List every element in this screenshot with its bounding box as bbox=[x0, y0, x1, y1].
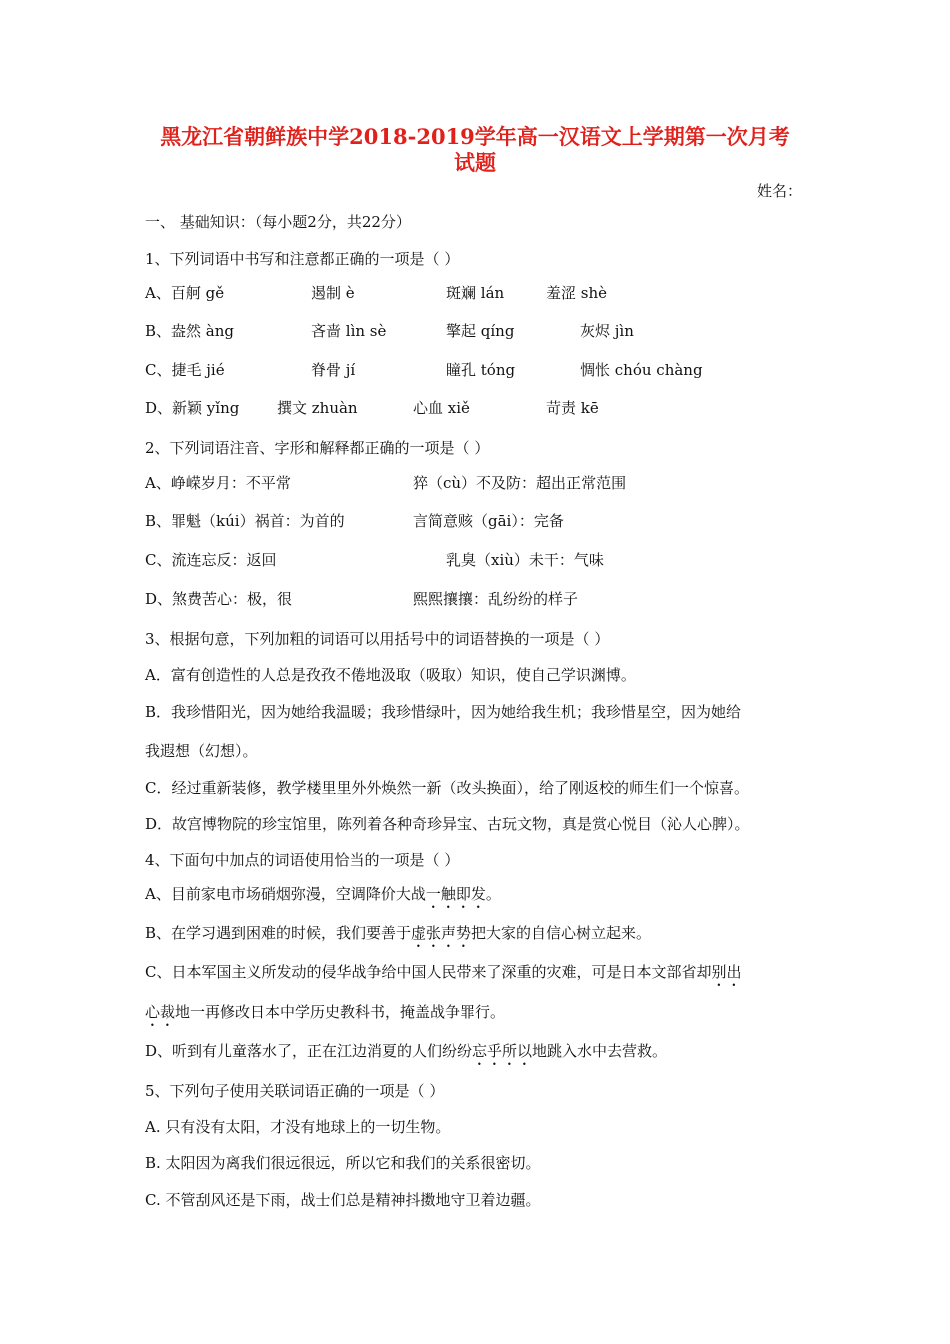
q2-d-1: D、煞费苦心：极，很 bbox=[145, 590, 293, 608]
q1-d-4: 苛责 kē bbox=[546, 399, 599, 417]
q4-b-dotted-word: 虚张声势 bbox=[411, 924, 472, 942]
q1-c-2: 脊骨 jí bbox=[311, 361, 356, 379]
q4-c-end: 地一再修改日本中学历史教科书，掩盖战争罪行。 bbox=[175, 1003, 506, 1021]
q1-b-3: 擎起 qíng bbox=[446, 322, 515, 340]
q1-b-1: B、盎然 àng bbox=[145, 322, 234, 340]
q2-c-2: 乳臭（xiù）未干：气味 bbox=[446, 551, 604, 569]
q4-d-dotted-word: 忘乎所以 bbox=[472, 1042, 533, 1060]
q1-a-2: 遏制 è bbox=[311, 284, 355, 302]
q5-option-b: B. 太阳因为离我们很远很远，所以它和我们的关系很密切。 bbox=[145, 1154, 541, 1172]
q2-b-1: B、罪魁（kúi）祸首：为首的 bbox=[145, 512, 345, 530]
q5-stem: 5、下列句子使用关联词语正确的一项是（ ） bbox=[145, 1082, 445, 1100]
q3-option-b-line1: B．我珍惜阳光，因为她给我温暖；我珍惜绿叶，因为她给我生机；我珍惜星空，因为她给 bbox=[145, 703, 742, 721]
q4-option-b bbox=[145, 923, 651, 951]
q3-option-a: A．富有创造性的人总是孜孜不倦地汲取（吸取）知识，使自己学识渊博。 bbox=[145, 666, 636, 684]
q4-option-d bbox=[145, 1041, 667, 1069]
name-label: 姓名： bbox=[757, 182, 803, 200]
q1-d-3: 心血 xiě bbox=[413, 399, 470, 417]
q1-a-3: 斑斓 lán bbox=[446, 284, 505, 302]
q3-option-c: C．经过重新装修，教学楼里里外外焕然一新（改头换面），给了刚返校的师生们一个惊喜。 bbox=[145, 779, 749, 797]
q4-c-dotted-word-part2: 心裁 bbox=[145, 1003, 176, 1021]
q1-a-1: A、百舸 gě bbox=[145, 284, 225, 302]
q4-option-a bbox=[145, 884, 501, 912]
q4-b-end: 把大家的自信心树立起来。 bbox=[471, 924, 652, 942]
q4-a-text: A、目前家电市场硝烟弥漫，空调降价大战 bbox=[145, 885, 426, 903]
q1-c-3: 瞳孔 tóng bbox=[446, 361, 516, 379]
q2-b-2: 言简意赅（gāi）：完备 bbox=[413, 512, 564, 530]
q1-c-4: 惆怅 chóu chàng bbox=[580, 361, 703, 379]
q5-option-a: A. 只有没有太阳，才没有地球上的一切生物。 bbox=[145, 1118, 451, 1136]
q1-c-1: C、捷毛 jié bbox=[145, 361, 225, 379]
q4-option-c-line1 bbox=[145, 962, 742, 990]
q1-b-2: 吝啬 lìn sè bbox=[311, 322, 387, 340]
q2-a-1: A、峥嵘岁月：不平常 bbox=[145, 474, 291, 492]
q4-a-end: 。 bbox=[485, 885, 501, 903]
q1-stem: 1、下列词语中书写和注意都正确的一项是（ ） bbox=[145, 250, 460, 268]
q1-d-1: D、新颖 yǐng bbox=[145, 399, 240, 417]
exam-title-line2: 试题 bbox=[454, 150, 496, 175]
q2-d-2: 熙熙攘攘：乱纷纷的样子 bbox=[413, 590, 579, 608]
q4-c-text: C、日本军国主义所发动的侵华战争给中国人民带来了深重的灾难，可是日本文部省却 bbox=[145, 963, 712, 981]
q3-option-d: D．故宫博物院的珍宝馆里，陈列着各种奇珍异宝、古玩文物，真是赏心悦目（沁人心脾）。 bbox=[145, 815, 750, 833]
q4-c-dotted-word-part1: 别出 bbox=[711, 963, 742, 981]
q1-d-2: 撰文 zhuàn bbox=[277, 399, 358, 417]
q4-a-dotted-word: 一触即发 bbox=[425, 885, 486, 903]
q5-option-c: C. 不管刮风还是下雨，战士们总是精神抖擞地守卫着边疆。 bbox=[145, 1191, 541, 1209]
q2-a-2: 猝（cù）不及防：超出正常范围 bbox=[413, 474, 627, 492]
q4-option-c-line2 bbox=[145, 1002, 505, 1030]
q3-stem: 3、根据句意，下列加粗的词语可以用括号中的词语替换的一项是（ ） bbox=[145, 630, 610, 648]
q2-c-1: C、流连忘反：返回 bbox=[145, 551, 277, 569]
q3-option-b-line2: 我遐想（幻想）。 bbox=[145, 742, 258, 760]
q2-stem: 2、下列词语注音、字形和解释都正确的一项是（ ） bbox=[145, 439, 490, 457]
exam-title-line1: 黑龙江省朝鲜族中学2018-2019学年高一汉语文上学期第一次月考 bbox=[160, 124, 790, 149]
section-heading: 一、 基础知识：（每小题2分，共22分） bbox=[145, 213, 411, 231]
q1-b-4: 灰烬 jìn bbox=[580, 322, 634, 340]
q4-b-text: B、在学习遇到困难的时候，我们要善于 bbox=[145, 924, 412, 942]
q4-d-text: D、听到有儿童落水了，正在江边消夏的人们纷纷 bbox=[145, 1042, 473, 1060]
q4-stem: 4、下面句中加点的词语使用恰当的一项是（ ） bbox=[145, 851, 460, 869]
q1-a-4: 羞涩 shè bbox=[546, 284, 608, 302]
q4-d-end: 地跳入水中去营救。 bbox=[532, 1042, 668, 1060]
